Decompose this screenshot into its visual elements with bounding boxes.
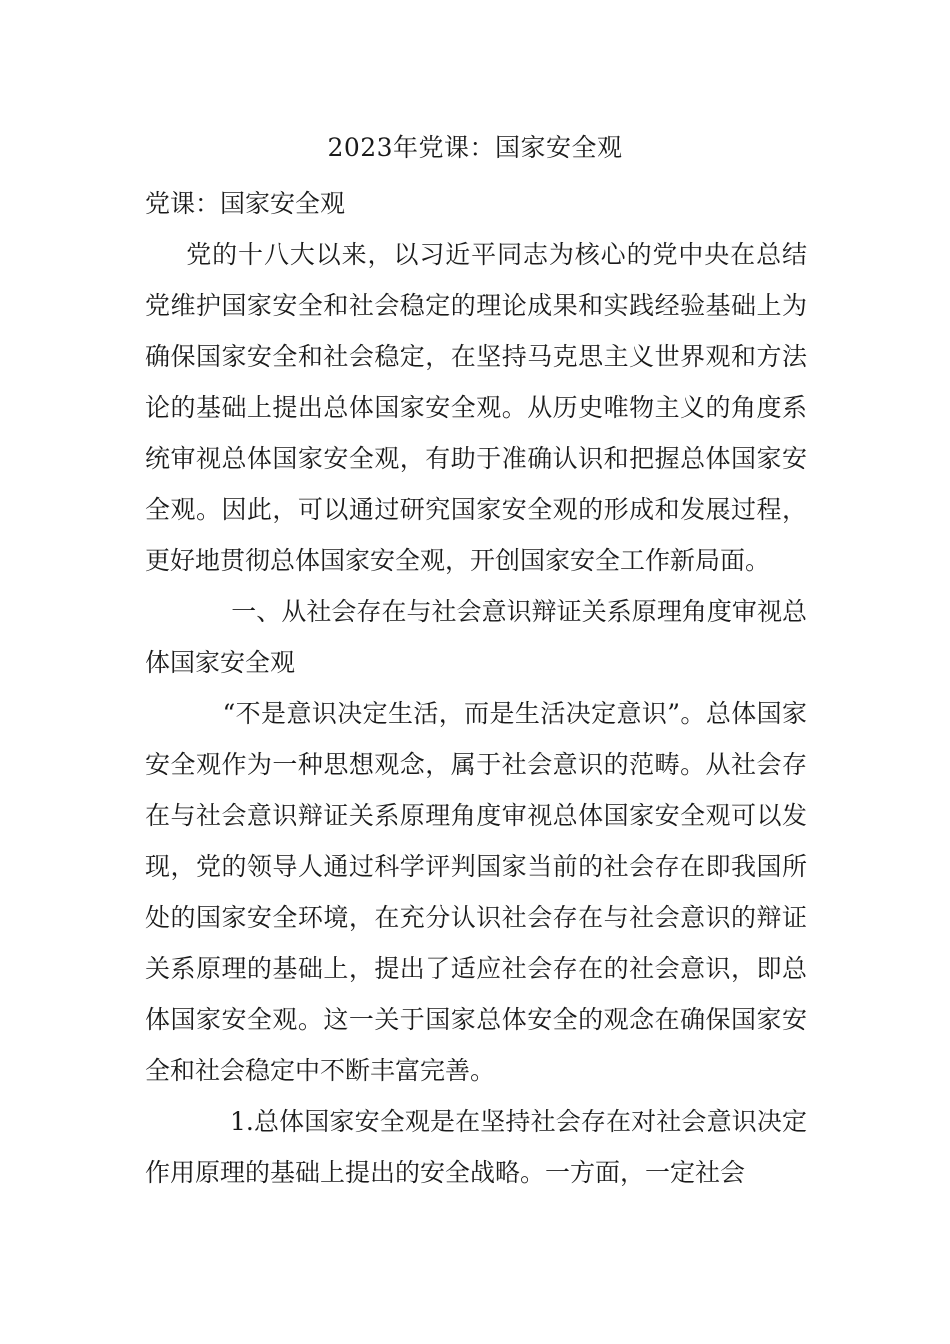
document-subtitle: 党课：国家安全观 <box>145 189 346 218</box>
document-body <box>145 178 807 1198</box>
quote-paragraph: “不是意识决定生活，而是生活决定意识”。总体国家安全观作为一种思想观念，属于社会意识的范畴。从社会存在与社会意识辩证关系原理角度审视总体国家安全观可以发现，党的领导人通过科学评判国家当前的社会存在即我国所处的国家安全环境，在充分认识社会存在与社会意识的辩证关系原理的基础上，提出了适应社会存在的社会意识，即总体国家安全观。这一关于国家总体安全的观念在确保国家安全和社会稳定中不断丰富完善。 <box>145 699 807 1085</box>
document-title: 2023年党课：国家安全观 <box>327 133 623 162</box>
intro-paragraph: 党的十八大以来，以习近平同志为核心的党中央在总结党维护国家安全和社会稳定的理论成果和实践经验基础上为确保国家安全和社会稳定，在坚持马克思主义世界观和方法论的基础上提出总体国家安全观。从历史唯物主义的角度系统审视总体国家安全观，有助于准确认识和把握总体国家安全观。因此，可以通过研究国家安全观的形成和发展过程，更好地贯彻总体国家安全观，开创国家安全工作新局面。 <box>145 240 807 575</box>
numbered-paragraph: 1.总体国家安全观是在坚持社会存在对社会意识决定作用原理的基础上提出的安全战略。一方面，一定社会 <box>145 1107 807 1187</box>
section-heading: 一、从社会存在与社会意识辩证关系原理角度审视总体国家安全观 <box>145 597 807 677</box>
